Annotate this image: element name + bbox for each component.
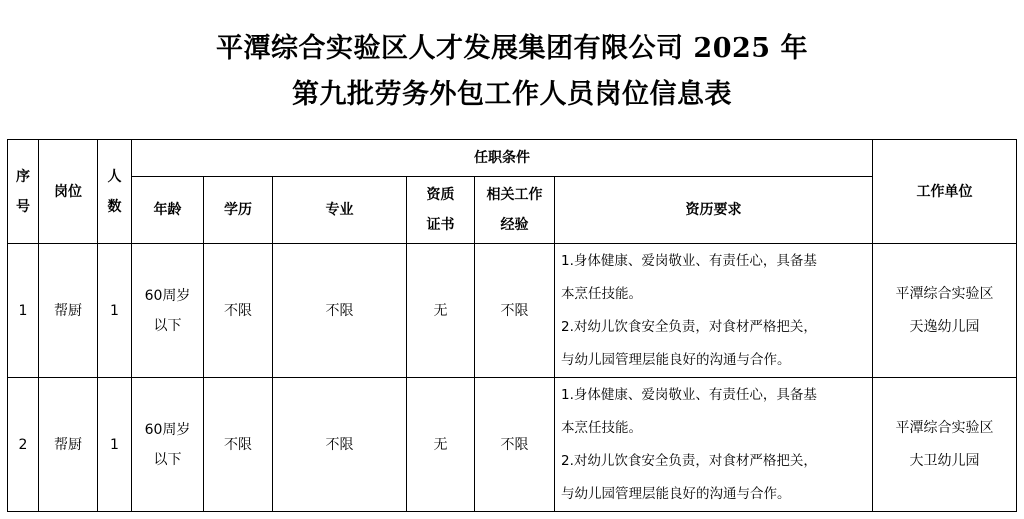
header-index-char-2: 号 <box>16 198 30 215</box>
row-age-line-2: 以下 <box>153 451 182 468</box>
row-index: 1 <box>8 244 39 378</box>
row-education: 不限 <box>204 244 273 378</box>
header-certificate-line-2: 证书 <box>426 217 455 233</box>
header-requirements: 资历要求 <box>555 177 873 244</box>
header-experience-line-1: 相关工作 <box>486 187 543 203</box>
row-experience: 不限 <box>475 378 555 512</box>
row-unit-line-2: 大卫幼儿园 <box>909 452 980 469</box>
header-count-char-2: 数 <box>107 198 122 215</box>
header-index-char-1: 序 <box>16 168 30 185</box>
row-position: 帮厨 <box>39 244 98 378</box>
header-certificate <box>407 177 475 244</box>
row-index: 2 <box>8 378 39 512</box>
header-education: 学历 <box>204 177 273 244</box>
row-requirements <box>555 244 873 378</box>
row-requirements-line-2: 本烹任技能。 <box>561 285 642 302</box>
header-unit: 工作单位 <box>873 140 1017 244</box>
row-age-line-1: 60周岁 <box>144 421 191 438</box>
row-experience: 不限 <box>475 244 555 378</box>
row-major: 不限 <box>273 378 407 512</box>
table-row <box>8 378 1017 512</box>
row-unit <box>873 244 1017 378</box>
document-title-line-2: 第九批劳务外包工作人员岗位信息表 <box>292 79 732 110</box>
document-title-line-1: 平潭综合实验区人才发展集团有限公司 2025 年 <box>216 33 808 64</box>
row-requirements-line-3: 2.对幼儿饮食安全负责，对食材严格把关， <box>561 452 817 469</box>
row-count: 1 <box>98 378 132 512</box>
row-unit-line-1: 平潭综合实验区 <box>895 285 994 302</box>
row-requirements-line-1: 1.身体健康、爱岗敬业、有责任心，具备基 <box>561 252 817 269</box>
header-experience <box>475 177 555 244</box>
header-experience-line-2: 经验 <box>500 217 529 233</box>
header-major: 专业 <box>273 177 407 244</box>
header-certificate-line-1: 资质 <box>426 187 455 203</box>
row-age-line-2: 以下 <box>153 317 182 334</box>
row-certificate: 无 <box>407 378 475 512</box>
row-unit-line-2: 天逸幼儿园 <box>909 318 980 335</box>
row-count: 1 <box>98 244 132 378</box>
row-age <box>132 244 204 378</box>
header-count <box>98 140 132 244</box>
row-requirements-line-3: 2.对幼儿饮食安全负责，对食材严格把关， <box>561 318 817 335</box>
header-age: 年龄 <box>132 177 204 244</box>
row-requirements <box>555 378 873 512</box>
table-row <box>8 244 1017 378</box>
row-requirements-line-2: 本烹任技能。 <box>561 419 642 436</box>
row-education: 不限 <box>204 378 273 512</box>
row-position: 帮厨 <box>39 378 98 512</box>
row-requirements-line-1: 1.身体健康、爱岗敬业、有责任心，具备基 <box>561 386 817 403</box>
row-unit-line-1: 平潭综合实验区 <box>895 419 994 436</box>
header-qualifications: 任职条件 <box>132 140 873 177</box>
row-age <box>132 378 204 512</box>
row-certificate: 无 <box>407 244 475 378</box>
header-row-1 <box>8 140 1017 177</box>
header-count-char-1: 人 <box>107 168 122 185</box>
row-unit <box>873 378 1017 512</box>
header-position: 岗位 <box>39 140 98 244</box>
header-index <box>8 140 39 244</box>
row-requirements-line-4: 与幼儿园管理层能良好的沟通与合作。 <box>561 351 791 368</box>
header-row-2 <box>8 177 1017 244</box>
row-major: 不限 <box>273 244 407 378</box>
row-requirements-line-4: 与幼儿园管理层能良好的沟通与合作。 <box>561 485 791 502</box>
positions-table <box>7 139 1017 512</box>
row-age-line-1: 60周岁 <box>144 287 191 304</box>
